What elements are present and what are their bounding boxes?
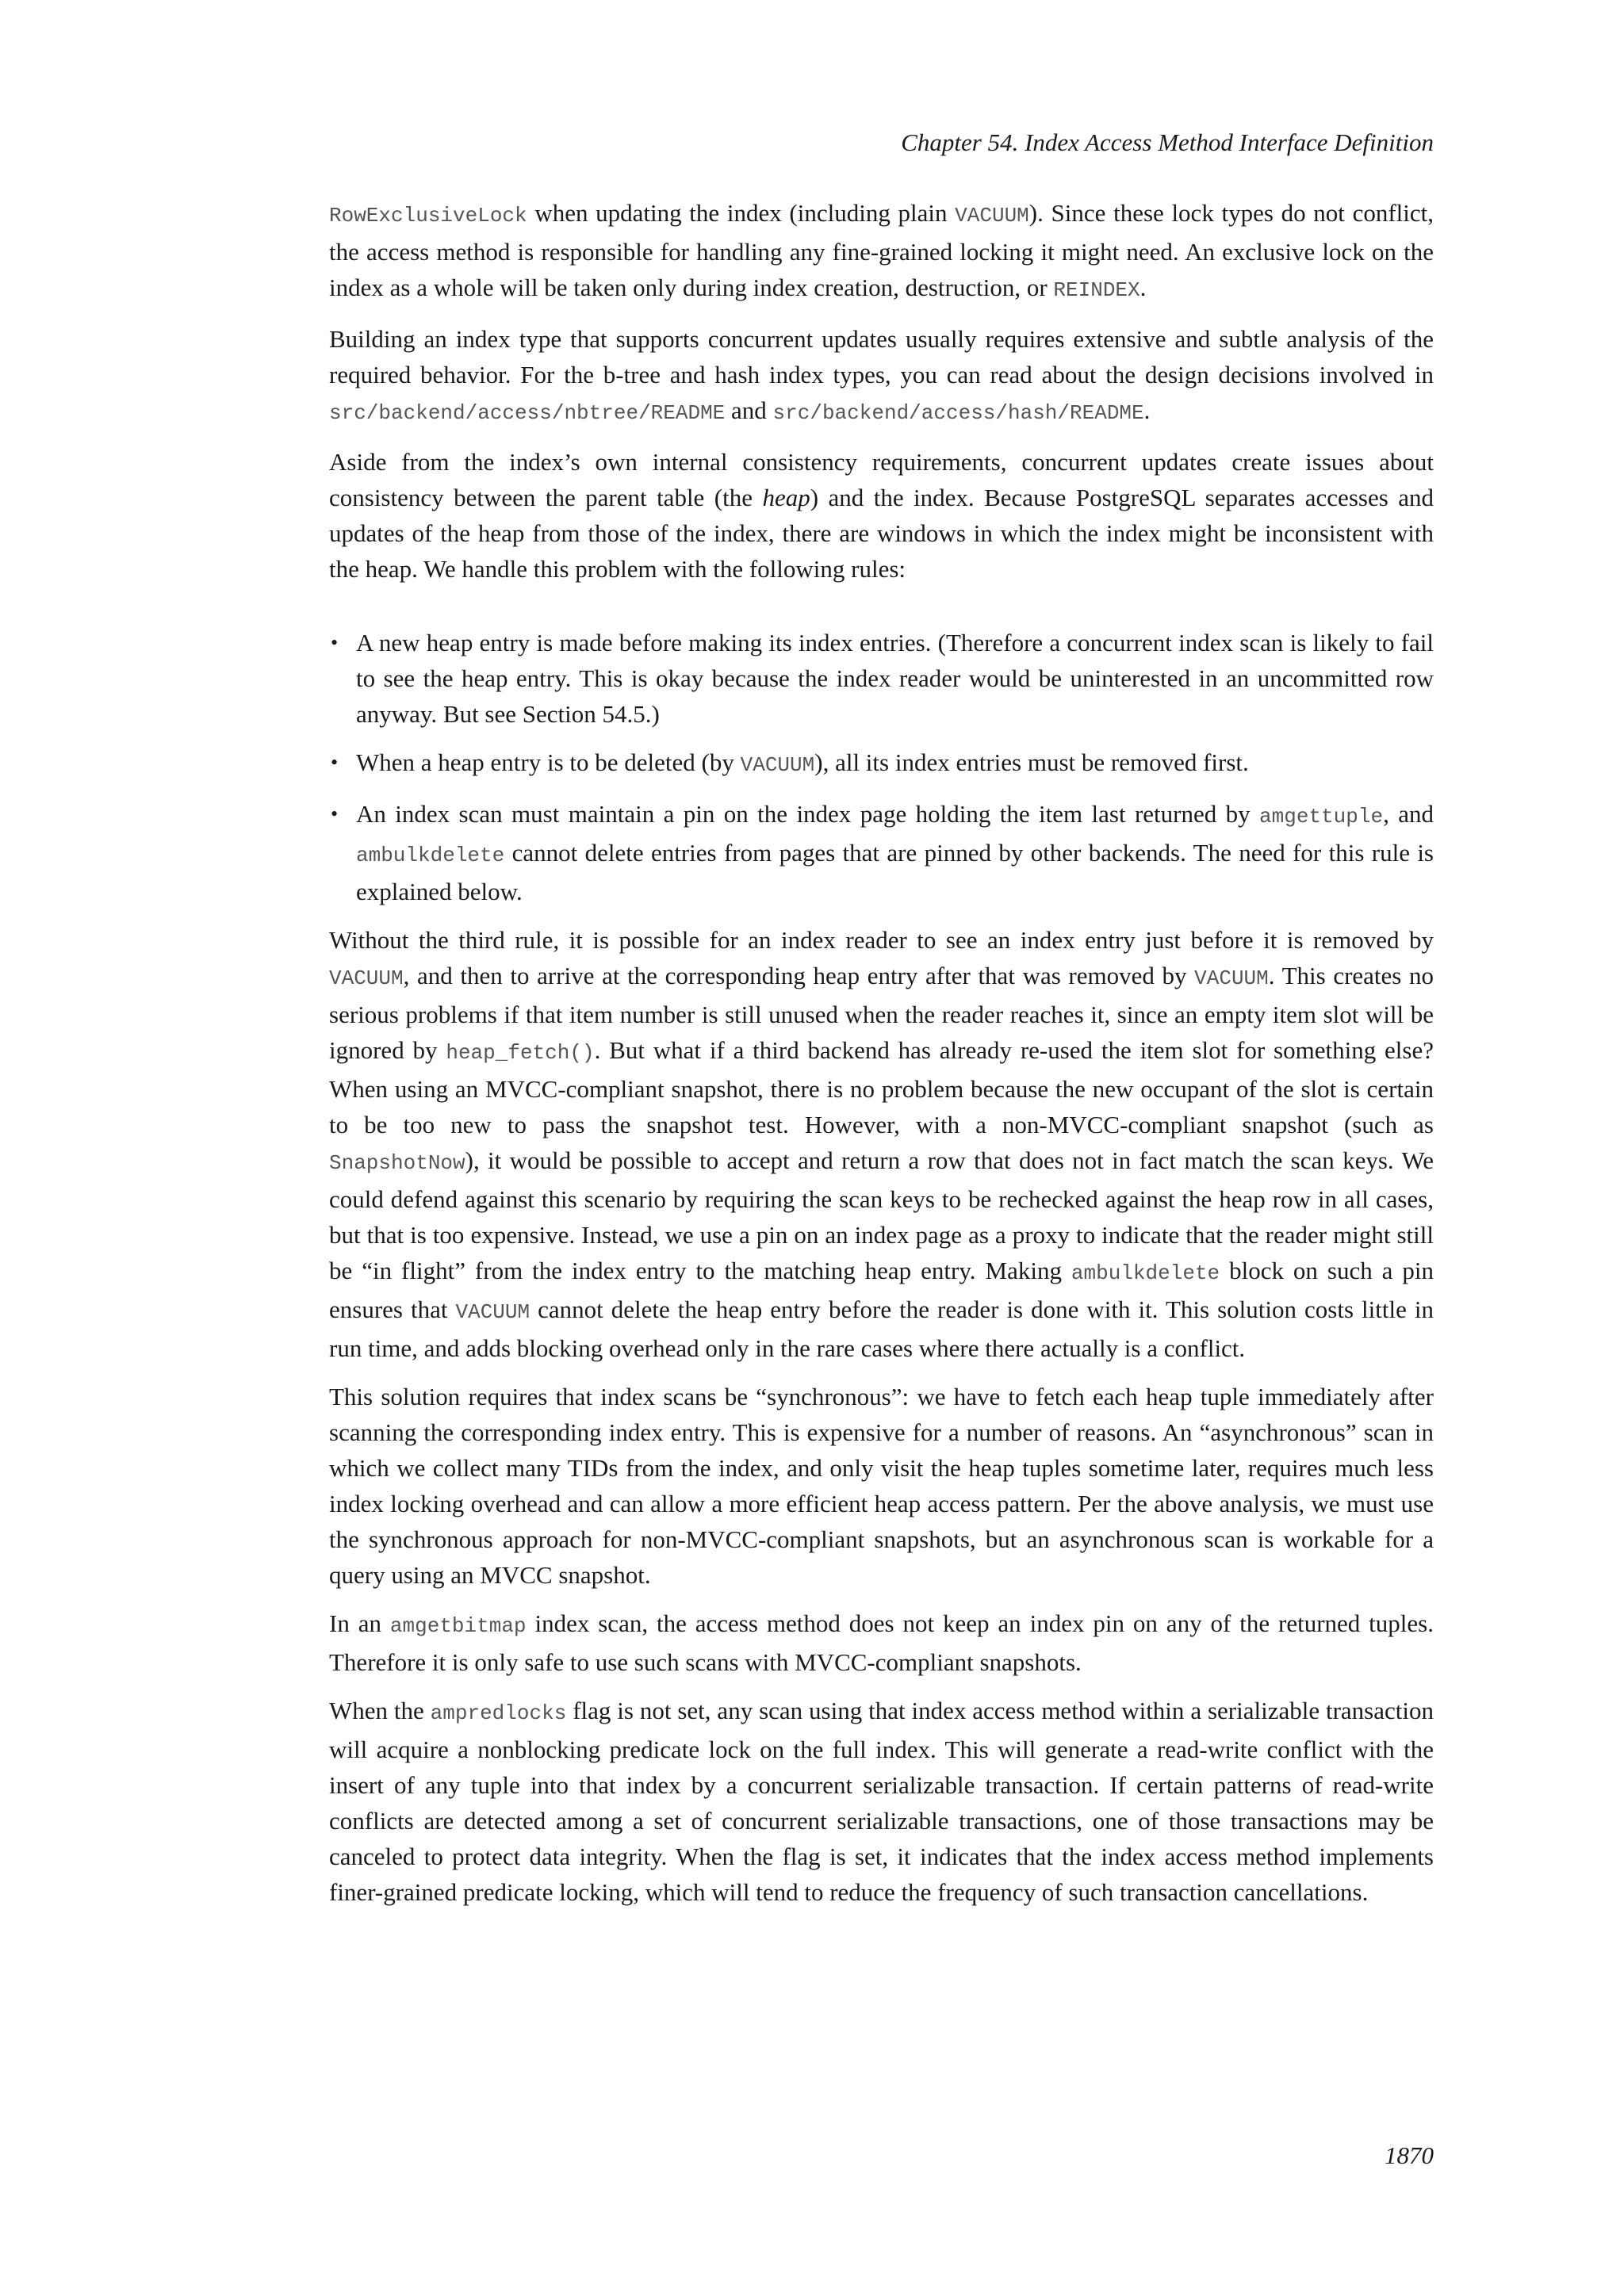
bullet-marker: • (331, 751, 339, 774)
code-term: VACUUM (740, 753, 815, 777)
code-term: ambulkdelete (1071, 1261, 1220, 1285)
bullet-marker: • (331, 631, 339, 654)
code-term: ambulkdelete (356, 844, 505, 867)
list-item: • An index scan must maintain a pin on the index page holding the item last returned by amgettuple, and ambulkdelete cannot delete entries from pages that are pinned by other backends. The need for this rule is explained below. (329, 796, 1434, 909)
rules-list (329, 625, 1434, 909)
list-item: • A new heap entry is made before making its index entries. (Therefore a concurrent index scan is likely to fail to see the heap entry. This is okay because the index reader would be uninterested in an uncommitted row anyway. But see Section 54.5.) (329, 625, 1434, 732)
paragraph-concurrent-updates: Building an index type that supports concurrent updates usually requires extensive and subtle analysis of the required behavior. For the b-tree and hash index types, you can read about the design decisions involved in src/backend/access/nbtree/README and src/backend/access/hash/README. (329, 325, 1434, 425)
document-page (329, 0, 1434, 2296)
body-text (329, 195, 1434, 1923)
running-header: Chapter 54. Index Access Method Interface Definition (901, 128, 1434, 156)
code-term: amgetbitmap (389, 1614, 527, 1638)
code-path: src/backend/access/hash/README (772, 401, 1144, 425)
code-term: SnapshotNow (329, 1151, 465, 1175)
code-term: heap_fetch() (446, 1041, 595, 1065)
code-term: amgettuple (1259, 805, 1384, 828)
bullet-marker: • (331, 802, 339, 825)
paragraph-consistency: Aside from the index’s own internal consistency requirements, concurrent updates create issues about consistency between the parent table (the heap) and the index. Because PostgreSQL separates accesses and updates of the heap from those of the index, there are windows in which the index might be inconsistent with the heap. We handle this problem with the following rules: (329, 448, 1434, 583)
code-term: RowExclusiveLock (329, 204, 527, 228)
paragraph-amgetbitmap: In an amgetbitmap index scan, the access method does not keep an index pin on any of the returned tuples. Therefore it is only safe to use such scans with MVCC-compliant snapshots. (329, 1609, 1434, 1676)
code-term: ampredlocks (430, 1701, 567, 1725)
list-item: • When a heap entry is to be deleted (by VACUUM), all its index entries must be removed first. (329, 744, 1434, 783)
code-term: VACUUM (455, 1300, 530, 1324)
paragraph-synchronous: This solution requires that index scans be “synchronous”: we have to fetch each heap tuple immediately after scanning the corresponding index entry. This is expensive for a number of reasons. An “asynchronous” scan in which we collect many TIDs from the index, and only visit the heap tuples sometime later, requires much less index locking overhead and can allow a more efficient heap access pattern. Per the above analysis, we must use the synchronous approach for non-MVCC-compliant snapshots, but an asynchronous scan is workable for a query using an MVCC snapshot. (329, 1383, 1434, 1589)
emphasis-term: heap (762, 484, 810, 511)
code-term: VACUUM (955, 204, 1029, 228)
paragraph-lock-types: RowExclusiveLock when updating the index (including plain VACUUM). Since these lock types do not conflict, the access method is responsible for handling any fine-grained locking it might need. An exclusive lock on the index as a whole will be taken only during index creation, destruction, or REINDEX. (329, 199, 1434, 302)
code-term: REINDEX (1053, 278, 1140, 302)
paragraph-third-rule: Without the third rule, it is possible for an index reader to see an index entry just before it is removed by VACUUM, and then to arrive at the corresponding heap entry after that was removed by VACUUM. This creates no serious problems if that item number is still unused when the reader reaches it, since an empty item slot will be ignored by heap_fetch(). But what if a third backend has already re-used the item slot for something else? When using an MVCC-compliant snapshot, there is no problem because the new occupant of the slot is certain to be too new to pass the snapshot test. However, with a non-MVCC-compliant snapshot (such as SnapshotNow), it would be possible to accept and return a row that does not in fact match the scan keys. We could defend against this scenario by requiring the scan keys to be rechecked against the heap row in all cases, but that is too expensive. Instead, we use a pin on an index page as a proxy to indicate that the reader might still be “in flight” from the index entry to the matching heap entry. Making ambulkdelete block on such a pin ensures that VACUUM cannot delete the heap entry before the reader is done with it. This solution costs little in run time, and adds blocking overhead only in the rare cases where there actually is a conflict. (329, 926, 1434, 1362)
paragraph-ampredlocks: When the ampredlocks flag is not set, any scan using that index access method within a serializable transaction will acquire a nonblocking predicate lock on the full index. This will generate a read-write conflict with the insert of any tuple into that index by a concurrent serializable transaction. If certain patterns of read-write conflicts are detected among a set of concurrent serializable transactions, one of those transactions may be canceled to protect data integrity. When the flag is set, it indicates that the index access method implements finer-grained predicate locking, which will tend to reduce the frequency of such transaction cancellations. (329, 1697, 1434, 1906)
page-number: 1870 (1385, 2141, 1434, 2169)
code-path: src/backend/access/nbtree/README (329, 401, 726, 425)
code-term: VACUUM (1194, 966, 1269, 990)
code-term: VACUUM (329, 966, 404, 990)
